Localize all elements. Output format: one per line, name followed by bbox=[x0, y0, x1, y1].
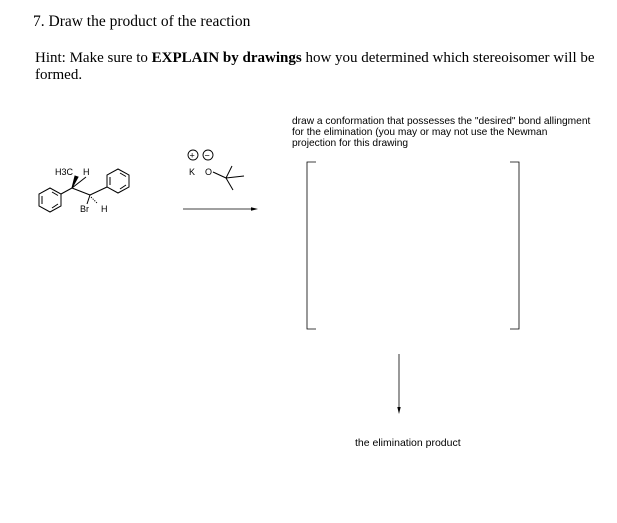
hash-bond-bottom bbox=[91, 197, 97, 203]
carbon-backbone bbox=[61, 187, 107, 195]
plus-charge: + bbox=[189, 150, 195, 161]
reaction-arrow bbox=[183, 207, 258, 210]
right-phenyl-ring bbox=[107, 169, 129, 193]
right-bracket bbox=[510, 162, 519, 329]
methyl-label: H3C bbox=[55, 167, 74, 177]
conformation-instructions: draw a conformation that possesses the "desired" bond allingment for the elimination (you may or may not use the Newman projection for this drawing bbox=[292, 116, 591, 149]
down-arrow bbox=[397, 354, 400, 414]
answer-brackets bbox=[307, 162, 519, 329]
hydrogen-bottom-label: H bbox=[101, 204, 108, 214]
tert-butyl-group bbox=[213, 166, 244, 190]
minus-charge: − bbox=[204, 150, 210, 161]
hint-emphasis: EXPLAIN by drawings bbox=[151, 50, 302, 66]
oxygen-label: O bbox=[205, 167, 213, 177]
potassium-label: K bbox=[189, 167, 196, 177]
left-phenyl-ring bbox=[39, 188, 61, 212]
hydrogen-top-label: H bbox=[83, 167, 90, 177]
hint-prefix: Hint: Make sure to bbox=[35, 50, 152, 66]
stereo-bonds bbox=[72, 176, 97, 204]
left-bracket bbox=[307, 162, 316, 329]
elimination-product-label: the elimination product bbox=[355, 437, 461, 449]
bromine-label: Br bbox=[80, 204, 89, 214]
question-title: 7. Draw the product of the reaction bbox=[33, 13, 251, 30]
bond-to-bromine bbox=[87, 195, 90, 204]
hint-suffix: how you determined which stereoisomer will be formed. bbox=[35, 50, 595, 83]
